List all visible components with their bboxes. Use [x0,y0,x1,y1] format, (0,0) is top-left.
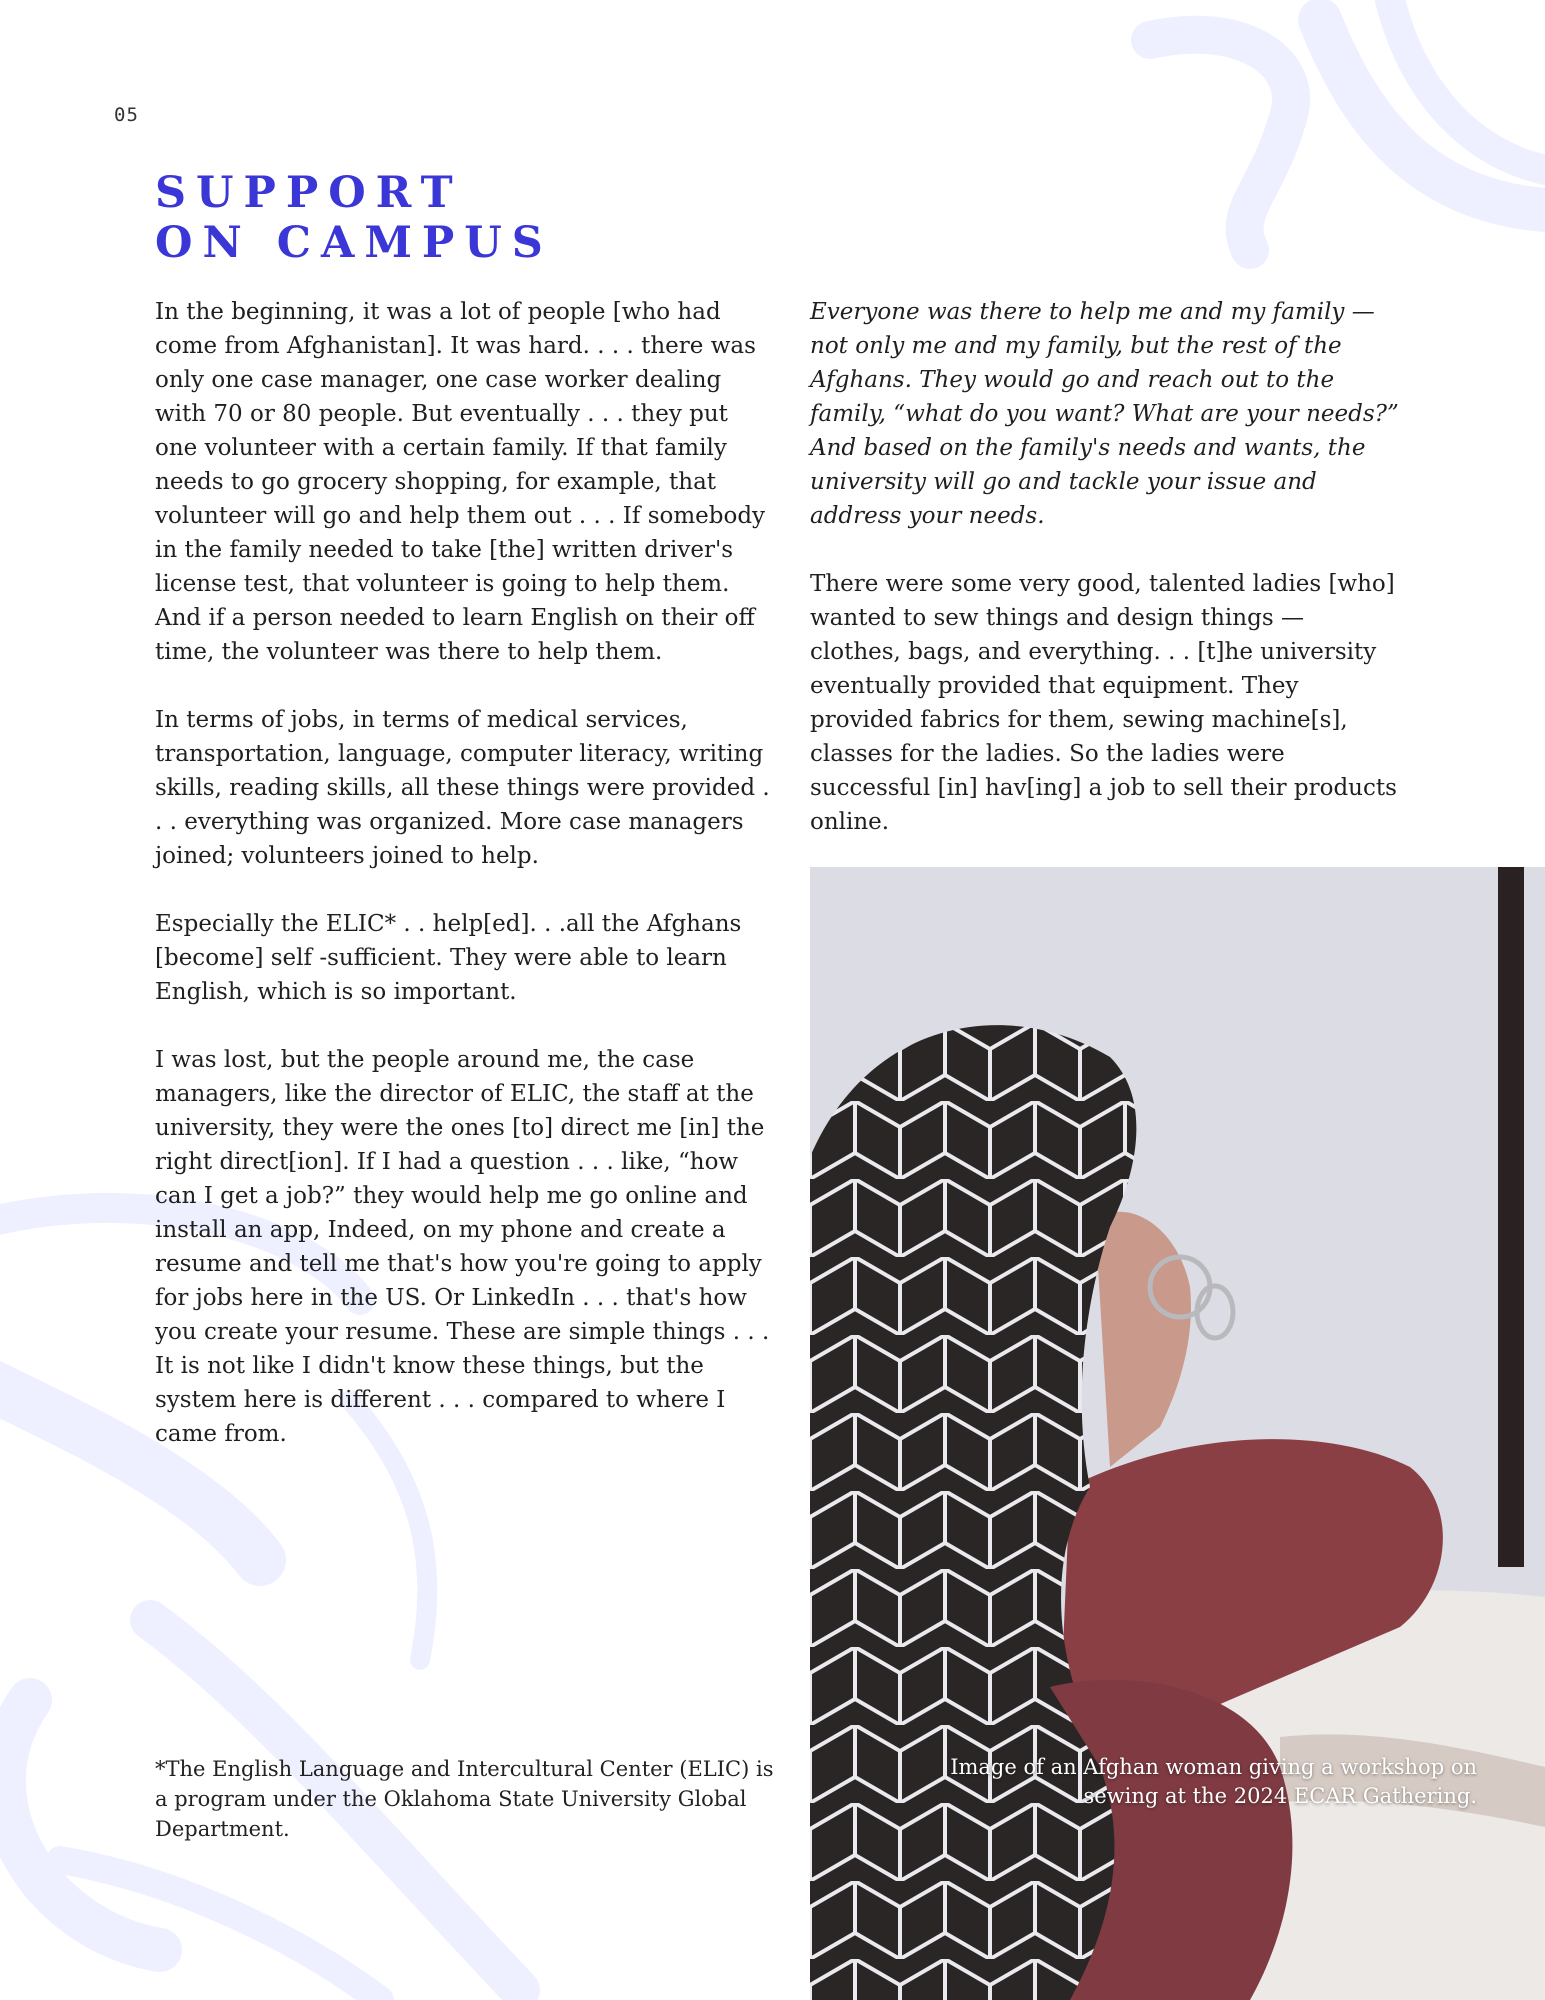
left-column [155,295,775,1485]
page-title [155,168,553,268]
body-paragraph: There were some very good, talented ladies [who] wanted to sew things and design things — clothes, bags, and everything. . . [t]he university eventually provided that equipment. They provided fabrics for them, sewing machine[s], classes for the ladies. So the ladies were successful [in] hav[ing] a job to sell their products online. [810,571,1397,835]
title-line-1: SUPPORT [155,168,463,218]
photo-caption [917,1753,1477,1811]
footnote: *The English Language and Intercultural Center (ELIC) is a program under the Oklahoma State University Global Department. [155,1757,774,1841]
italic-quote: Everyone was there to help me and my family — not only me and my family, but the rest of the Afghans. They would go and reach out to the family, “what do you want? What are your needs?” And based on the family's needs and wants, the university will go and tackle your issue and address your needs. [810,299,1399,529]
photo-illustration [810,867,1545,2000]
body-paragraph: I was lost, but the people around me, the case managers, like the director of ELIC, the staff at the university, they were the ones [to] direct me [in] the right direct[ion]. If I had a question . . . like, “how can I get a job?” they would help me go online and install an app, Indeed, on my phone and create a resume and tell me that's how you're going to apply for jobs here in the US. Or LinkedIn . . . that's how you create your resume. These are simple things . . . It is not like I didn't know these things, but the system here is different . . . compared to where I came from. [155,1047,770,1447]
page-number: 05 [114,104,139,126]
workshop-photo [810,867,1545,2000]
caption-line-1: Image of an Afghan woman giving a workshop on [950,1755,1477,1779]
title-line-2: ON CAMPUS [155,218,553,268]
body-paragraph: In the beginning, it was a lot of people [who had come from Afghanistan]. It was hard. . . . there was only one case manager, one case worker dealing with 70 or 80 people. But eventually . . . they put one volunteer with a certain family. If that family needs to go grocery shopping, for example, that volunteer will go and help them out . . . If somebody in the family needed to take [the] written driver's license test, that volunteer is going to help them. And if a person needed to learn English on their off time, the volunteer was there to help them. [155,299,766,665]
caption-line-2: sewing at the 2024 ECAR Gathering. [1083,1784,1477,1808]
body-paragraph: In terms of jobs, in terms of medical services, transportation, language, computer literacy, writing skills, reading skills, all these things were provided . . . everything was organized. More case managers joined; volunteers joined to help. [155,707,770,869]
body-paragraph: Especially the ELIC* . . help[ed]. . .all the Afghans [become] self -sufficient. They were able to learn English, which is so important. [155,911,742,1005]
right-column [810,295,1400,873]
